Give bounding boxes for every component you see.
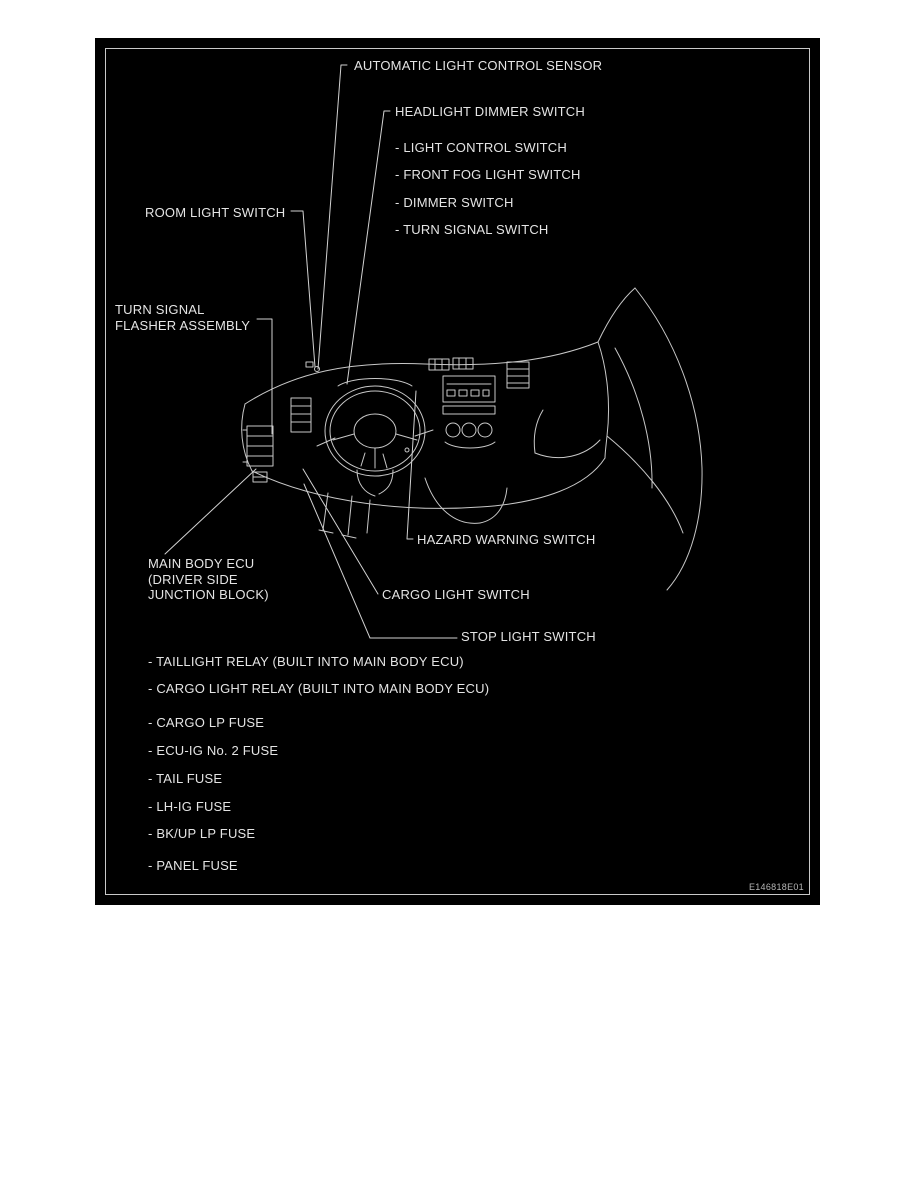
leader-automatic-light-control-sensor bbox=[318, 65, 347, 369]
headlight-dimmer-sub-list bbox=[395, 134, 581, 244]
list-item-ecu-ig-fuse: - ECU-IG No. 2 FUSE bbox=[148, 743, 279, 758]
list-item-cargo-light-relay: - CARGO LIGHT RELAY (BUILT INTO MAIN BODY ECU) bbox=[148, 681, 490, 696]
label-main-body-ecu bbox=[148, 556, 269, 603]
label-headlight-dimmer-switch: HEADLIGHT DIMMER SWITCH bbox=[395, 104, 585, 119]
leader-turn-signal-flasher bbox=[257, 319, 272, 434]
list-item-lh-ig-fuse: - LH-IG FUSE bbox=[148, 799, 232, 814]
leader-headlight-dimmer-switch bbox=[347, 111, 390, 384]
label-turn-signal-switch: - TURN SIGNAL SWITCH bbox=[395, 222, 549, 238]
figure-code: E146818E01 bbox=[748, 882, 804, 892]
label-room-light-switch: ROOM LIGHT SWITCH bbox=[145, 205, 286, 220]
label-front-fog-light-switch: - FRONT FOG LIGHT SWITCH bbox=[395, 167, 581, 183]
label-turn-signal-flasher-line2: FLASHER ASSEMBLY bbox=[115, 317, 251, 333]
label-hazard-warning-switch: HAZARD WARNING SWITCH bbox=[417, 532, 596, 547]
leader-main-body-ecu bbox=[165, 469, 256, 554]
label-automatic-light-control-sensor: AUTOMATIC LIGHT CONTROL SENSOR bbox=[354, 58, 603, 73]
list-item-panel-fuse: - PANEL FUSE bbox=[148, 858, 238, 873]
label-main-body-ecu-line2: (DRIVER SIDE bbox=[148, 571, 238, 587]
label-stop-light-switch: STOP LIGHT SWITCH bbox=[461, 629, 596, 644]
list-item-tail-fuse: - TAIL FUSE bbox=[148, 771, 223, 786]
label-main-body-ecu-line1: MAIN BODY ECU bbox=[148, 556, 255, 571]
list-item-taillight-relay: - TAILLIGHT RELAY (BUILT INTO MAIN BODY ECU) bbox=[148, 654, 464, 669]
label-main-body-ecu-line3: JUNCTION BLOCK) bbox=[148, 587, 269, 602]
label-light-control-switch: - LIGHT CONTROL SWITCH bbox=[395, 140, 567, 155]
list-item-cargo-lp-fuse: - CARGO LP FUSE bbox=[148, 715, 265, 730]
leader-room-light-switch bbox=[291, 211, 315, 367]
label-turn-signal-flasher-line1: TURN SIGNAL bbox=[115, 302, 205, 317]
label-dimmer-switch: - DIMMER SWITCH bbox=[395, 194, 514, 210]
label-turn-signal-flasher-assembly bbox=[115, 302, 250, 333]
leader-stop-light-switch bbox=[304, 484, 457, 638]
label-cargo-light-switch: CARGO LIGHT SWITCH bbox=[382, 587, 530, 602]
component-location-figure bbox=[95, 38, 820, 905]
list-item-bkup-lp-fuse: - BK/UP LP FUSE bbox=[148, 826, 256, 841]
